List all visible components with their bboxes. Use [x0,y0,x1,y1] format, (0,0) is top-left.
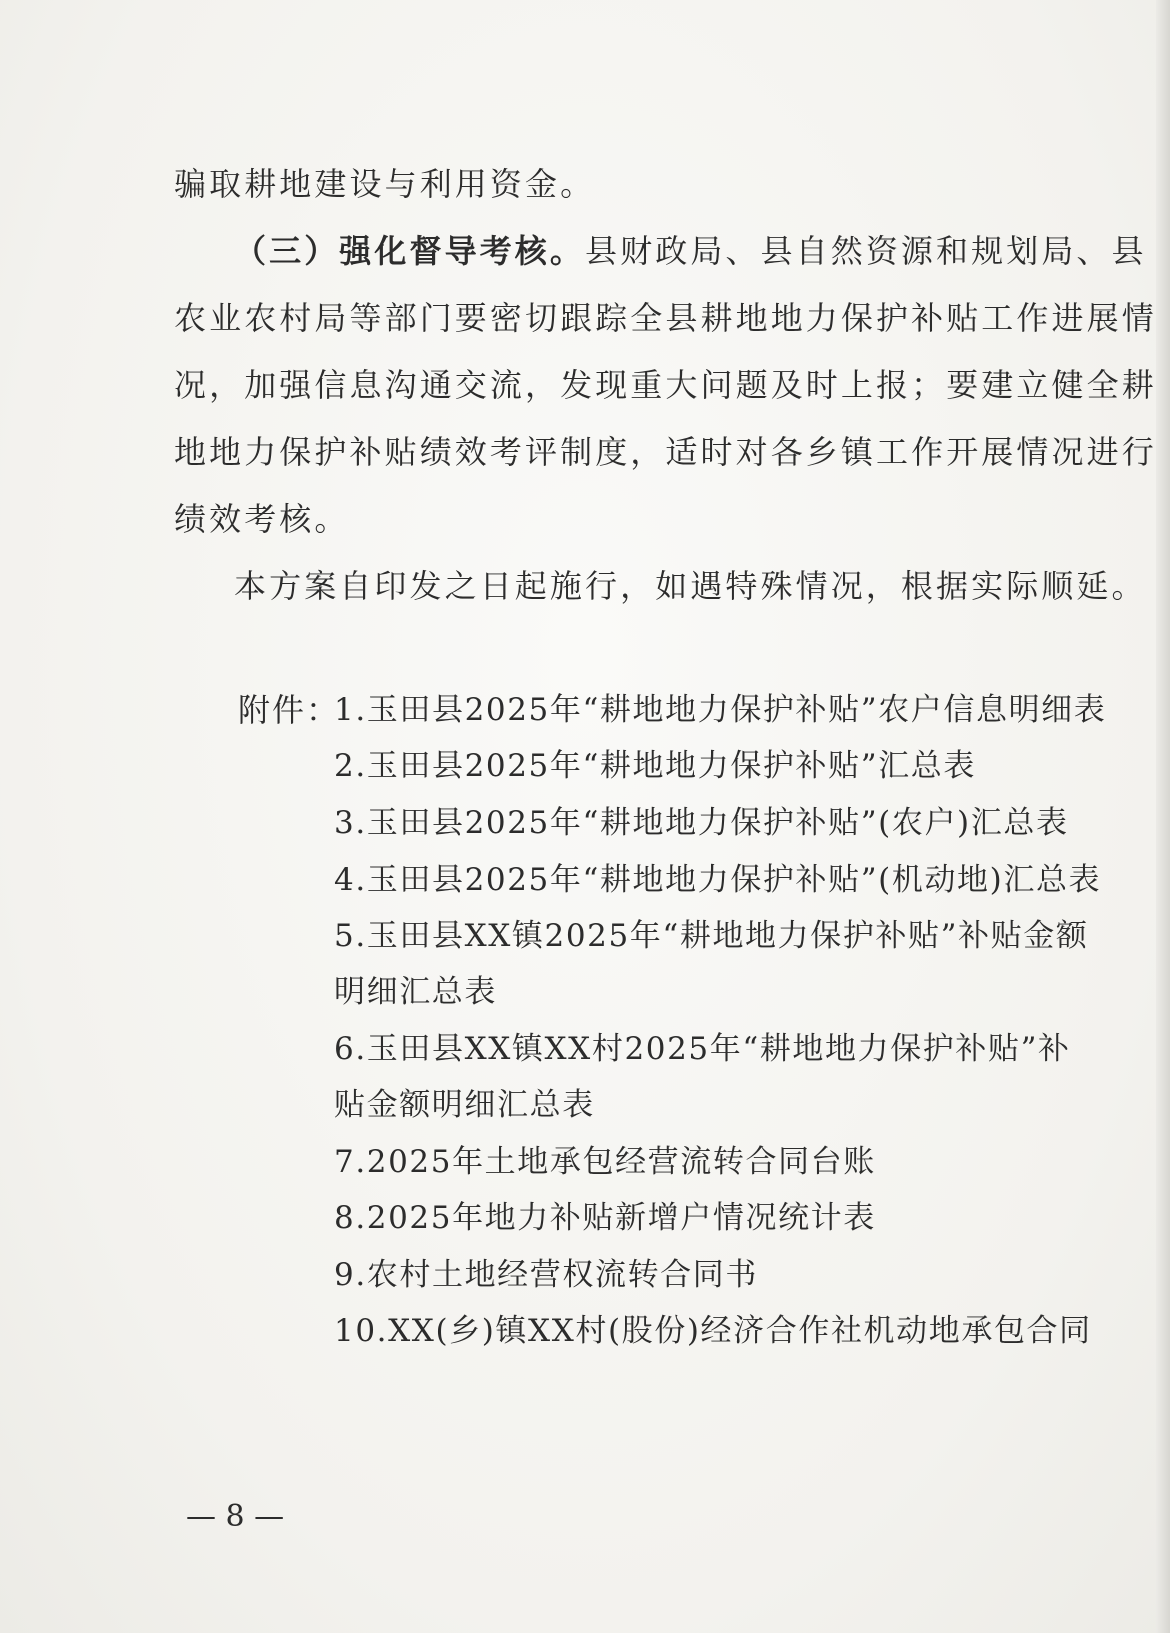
section-3-line-1 [234,231,1147,271]
attachment-item-6: 6.玉田县XX镇XX村2025年“耕地地力保护补贴”补 [334,1031,1071,1067]
section-3-line-1-rest: 县财政局、县自然资源和规划局、县 [585,232,1147,270]
scan-edge-shadow [1156,0,1170,1633]
effective-clause: 本方案自印发之日起施行，如遇特殊情况，根据实际顺延。 [234,567,1147,605]
attachment-item-1: 1.玉田县2025年“耕地地力保护补贴”农户信息明细表 [334,692,1107,728]
attachment-item-5: 5.玉田县XX镇2025年“耕地地力保护补贴”补贴金额 [334,918,1089,954]
section-3-line-5: 绩效考核。 [174,500,350,538]
section-3-line-3: 况，加强信息沟通交流，发现重大问题及时上报；要建立健全耕 [174,366,1157,404]
attachment-item-6-cont: 贴金额明细汇总表 [334,1087,595,1123]
attachment-item-2: 2.玉田县2025年“耕地地力保护补贴”汇总表 [334,748,976,784]
attachment-item-4: 4.玉田县2025年“耕地地力保护补贴”(机动地)汇总表 [334,862,1102,898]
attachment-item-3: 3.玉田县2025年“耕地地力保护补贴”(农户)汇总表 [334,805,1069,841]
attachment-item-10: 10.XX(乡)镇XX村(股份)经济合作社机动地承包合同 [334,1313,1092,1349]
section-3-line-2: 农业农村局等部门要密切跟踪全县耕地地力保护补贴工作进展情 [174,299,1157,337]
attachments-label: 附件： [238,691,341,729]
attachment-item-5-cont: 明细汇总表 [334,974,497,1010]
body-line-1: 骗取耕地建设与利用资金。 [174,165,596,203]
attachment-item-9: 9.农村土地经营权流转合同书 [334,1257,758,1293]
attachment-item-7: 7.2025年土地承包经营流转合同台账 [334,1144,876,1180]
section-3-line-4: 地地力保护补贴绩效考评制度，适时对各乡镇工作开展情况进行 [174,433,1157,471]
section-3-heading: （三）强化督导考核。 [234,232,586,270]
attachment-item-8: 8.2025年地力补贴新增户情况统计表 [334,1200,876,1236]
page-number: — 8 — [186,1499,285,1534]
